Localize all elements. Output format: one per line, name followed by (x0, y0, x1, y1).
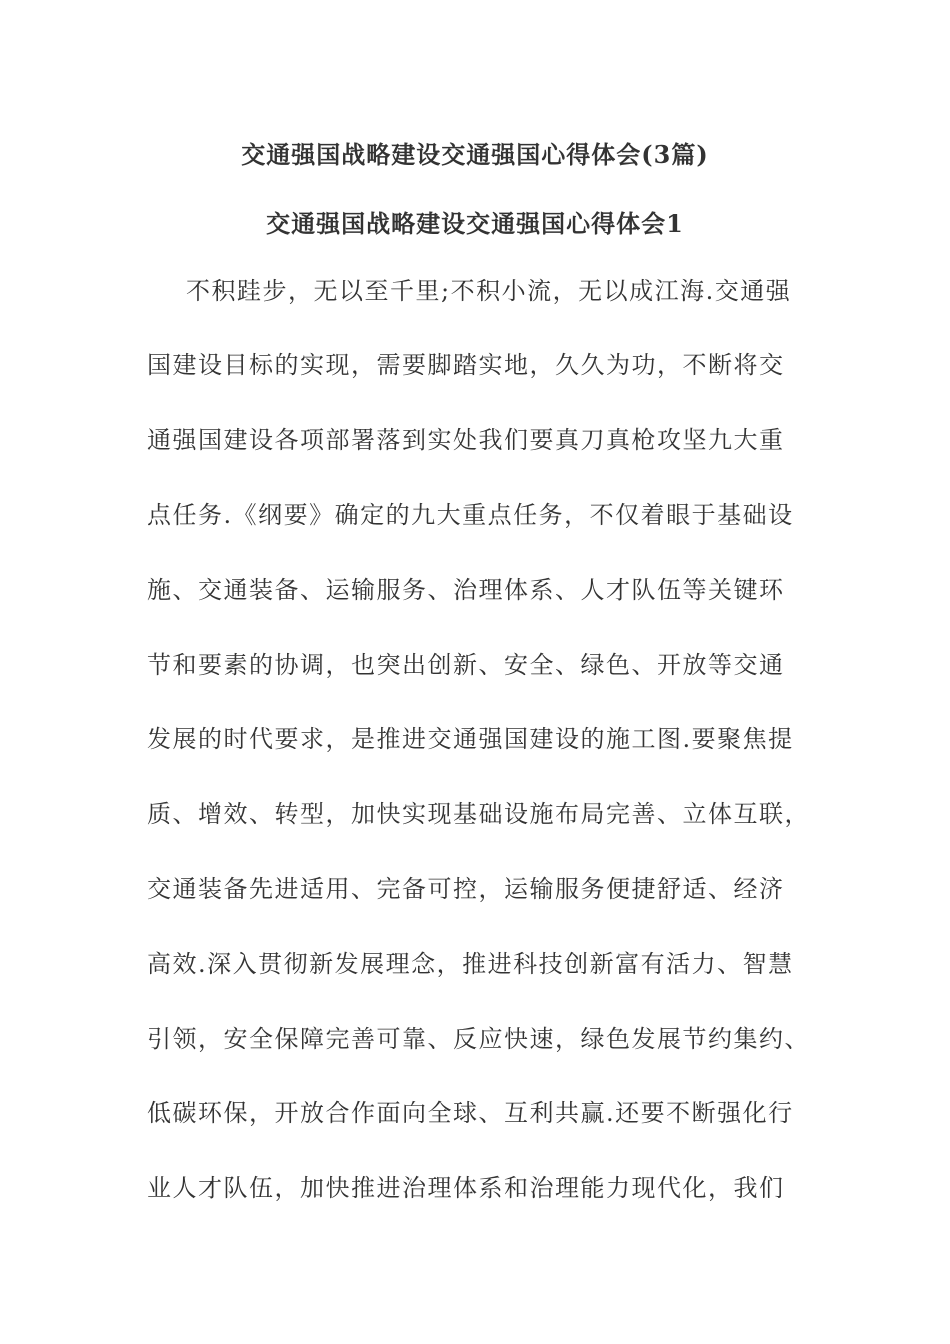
paragraph-line: 高效.深入贯彻新发展理念，推进科技创新富有活力、智慧 (147, 950, 794, 978)
document-title: 交通强国战略建设交通强国心得体会(3篇) (241, 140, 709, 169)
paragraph-line: 国建设目标的实现，需要脚踏实地，久久为功，不断将交 (147, 351, 785, 379)
paragraph-line: 通强国建设各项部署落到实处我们要真刀真枪攻坚九大重 (147, 426, 785, 454)
paragraph-line: 施、交通装备、运输服务、治理体系、人才队伍等关键环 (147, 576, 785, 604)
paragraph-line: 引领，安全保障完善可靠、反应快速，绿色发展节约集约、 (147, 1025, 810, 1053)
document-subtitle: 交通强国战略建设交通强国心得体会1 (266, 209, 684, 238)
paragraph-line: 节和要素的协调，也突出创新、安全、绿色、开放等交通 (147, 651, 785, 679)
paragraph-line: 交通装备先进适用、完备可控，运输服务便捷舒适、经济 (147, 875, 785, 903)
paragraph-line: 发展的时代要求，是推进交通强国建设的施工图.要聚焦提 (147, 725, 794, 753)
paragraph-line: 低碳环保，开放合作面向全球、互利共赢.还要不断强化行 (147, 1099, 794, 1127)
paragraph-line: 点任务.《纲要》确定的九大重点任务，不仅着眼于基础设 (147, 501, 794, 529)
paragraph-line: 业人才队伍，加快推进治理体系和治理能力现代化，我们 (147, 1174, 785, 1202)
paragraph-line: 质、增效、转型，加快实现基础设施布局完善、立体互联， (147, 800, 810, 828)
paragraph-line: 不积跬步，无以至千里;不积小流，无以成江海.交通强 (186, 277, 792, 305)
